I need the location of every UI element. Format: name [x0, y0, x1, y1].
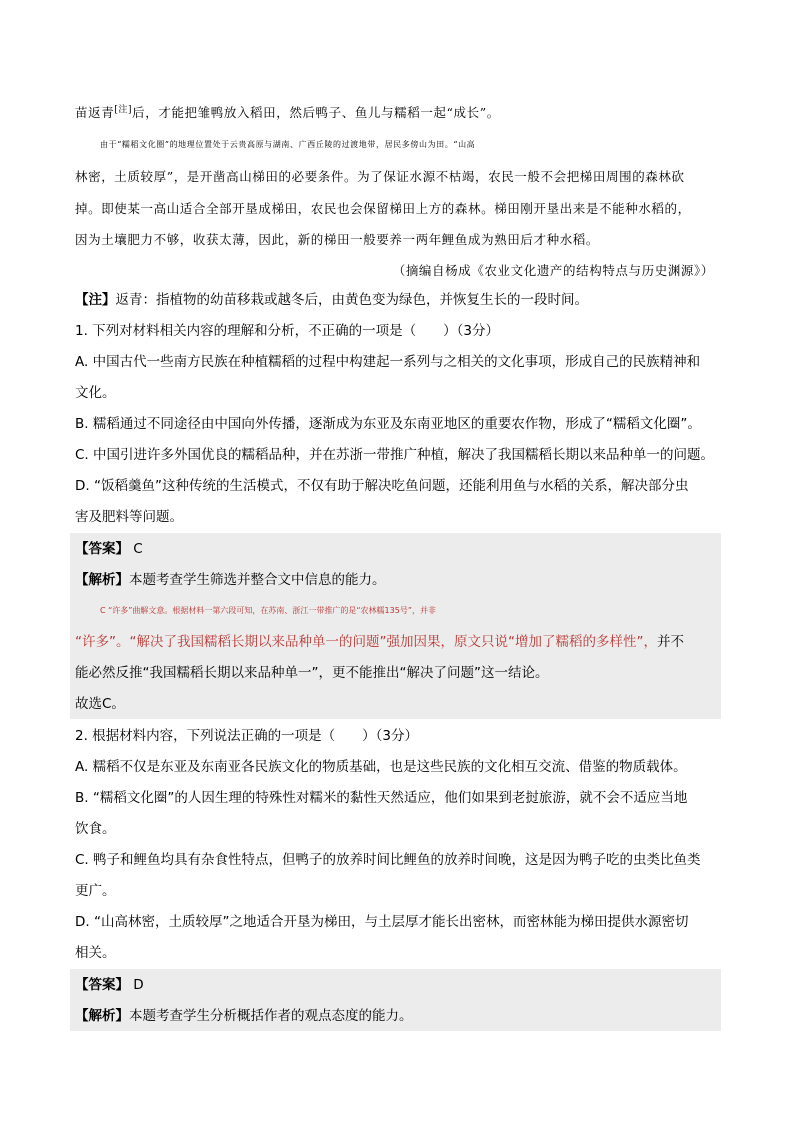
passage-line: 由于“糯稻文化圈”的地理位置处于云贵高原与湖南、广西丘陵的过渡地带，居民多傍山为田。“山高	[100, 140, 476, 149]
note-label: 【注】	[75, 292, 116, 308]
q2-analysis: 【解析】本题考查学生分析概括作者的观点态度的能力。	[75, 1008, 413, 1024]
q2-option-d-cont: 相关。	[75, 945, 116, 961]
q2-answer-value: D	[133, 977, 144, 993]
q1-analysis: 【解析】本题考查学生筛选并整合文中信息的能力。	[75, 572, 386, 588]
q1-option-d: D. “饭稻羹鱼”这种传统的生活模式，不仅有助于解决吃鱼问题，还能利用鱼与水稻的关系，解决部分虫	[75, 478, 689, 494]
question-1-stem: 1. 下列对材料相关内容的理解和分析，不正确的一项是（ ）（3分）	[75, 323, 500, 339]
source-citation: （摘编自杨成《农业文化遗产的结构特点与历史渊源》）	[392, 263, 714, 278]
q1-answer-box	[70, 533, 721, 719]
note-line: 【注】返青：指植物的幼苗移栽或越冬后，由黄色变为绿色，并恢复生长的一段时间。	[75, 292, 588, 308]
q2-option-a: A. 糯稻不仅是东亚及东南亚各民族文化的物质基础，也是这些民族的文化相互交流、借鉴的物质载体。	[75, 759, 687, 775]
q1-option-a-cont: 文化。	[75, 385, 116, 401]
q2-option-c-cont: 更广。	[75, 883, 116, 899]
passage-line: 苗返青[注]后，才能把雏鸭放入稻田，然后鸭子、鱼儿与糯稻一起“成长”。	[75, 104, 500, 120]
footnote-marker: [注]	[114, 104, 133, 115]
q1-option-a: A. 中国古代一些南方民族在种植糯稻的过程中构建起一系列与之相关的文化事项，形成自己的民族精神和	[75, 354, 701, 370]
q2-option-b-cont: 饮食。	[75, 821, 116, 837]
passage-line: 因为土壤肥力不够，收获太薄，因此，新的梯田一般要养一两年鲤鱼成为熟田后才种水稻。	[75, 232, 600, 247]
q1-answer: 【答案】 C	[75, 541, 143, 557]
q1-option-b: B. 糯稻通过不同途径由中国向外传播，逐渐成为东亚及东南亚地区的重要农作物，形成了“糯稻文化圈”。	[75, 416, 701, 432]
passage-line: 林密，土质较厚”，是开凿高山梯田的必要条件。为了保证水源不枯竭，农民一般不会把梯田周围的森林砍	[75, 169, 685, 184]
q2-option-d: D. “山高林密，土质较厚”之地适合开垦为梯田，与土层厚才能长出密林，而密林能为梯田提供水源密切	[75, 914, 689, 930]
q1-option-d-cont: 害及肥料等问题。	[75, 509, 183, 525]
q2-option-b: B. “糯稻文化圈”的人因生理的特殊性对糯米的黏性天然适应，他们如果到老挝旅游，就不会不适应当地	[75, 790, 688, 806]
passage-line: 掉。即使某一高山适合全部开垦成梯田，农民也会保留梯田上方的森林。梯田刚开垦出来是不能种水稻的，	[75, 201, 691, 216]
q1-explanation-line: 能必然反推“我国糯稻长期以来品种单一”，更不能推出“解决了问题”这一结论。	[75, 665, 549, 681]
q1-explanation-line: “许多”。“解决了我国糯稻长期以来品种单一的问题”强加因果，原文只说“增加了糯稻的多样性”，并不	[75, 634, 684, 650]
q1-explanation-line: C “许多”曲解文意。根据材料一第六段可知，在苏南、浙江一带推广的是“农林糯135号”，并非	[100, 606, 436, 615]
q2-option-c: C. 鸭子和鲤鱼均具有杂食性特点，但鸭子的放养时间比鲤鱼的放养时间晚，这是因为鸭子吃的虫类比鱼类	[75, 852, 701, 868]
q1-option-c: C. 中国引进许多外国优良的糯稻品种，并在苏浙一带推广种植，解决了我国糯稻长期以来品种单一的问题。	[75, 447, 715, 463]
q1-conclusion: 故选C。	[75, 696, 125, 712]
question-2-stem: 2. 根据材料内容，下列说法正确的一项是（ ）（3分）	[75, 728, 419, 744]
q1-answer-value: C	[133, 541, 143, 557]
q2-answer: 【答案】 D	[75, 977, 144, 993]
